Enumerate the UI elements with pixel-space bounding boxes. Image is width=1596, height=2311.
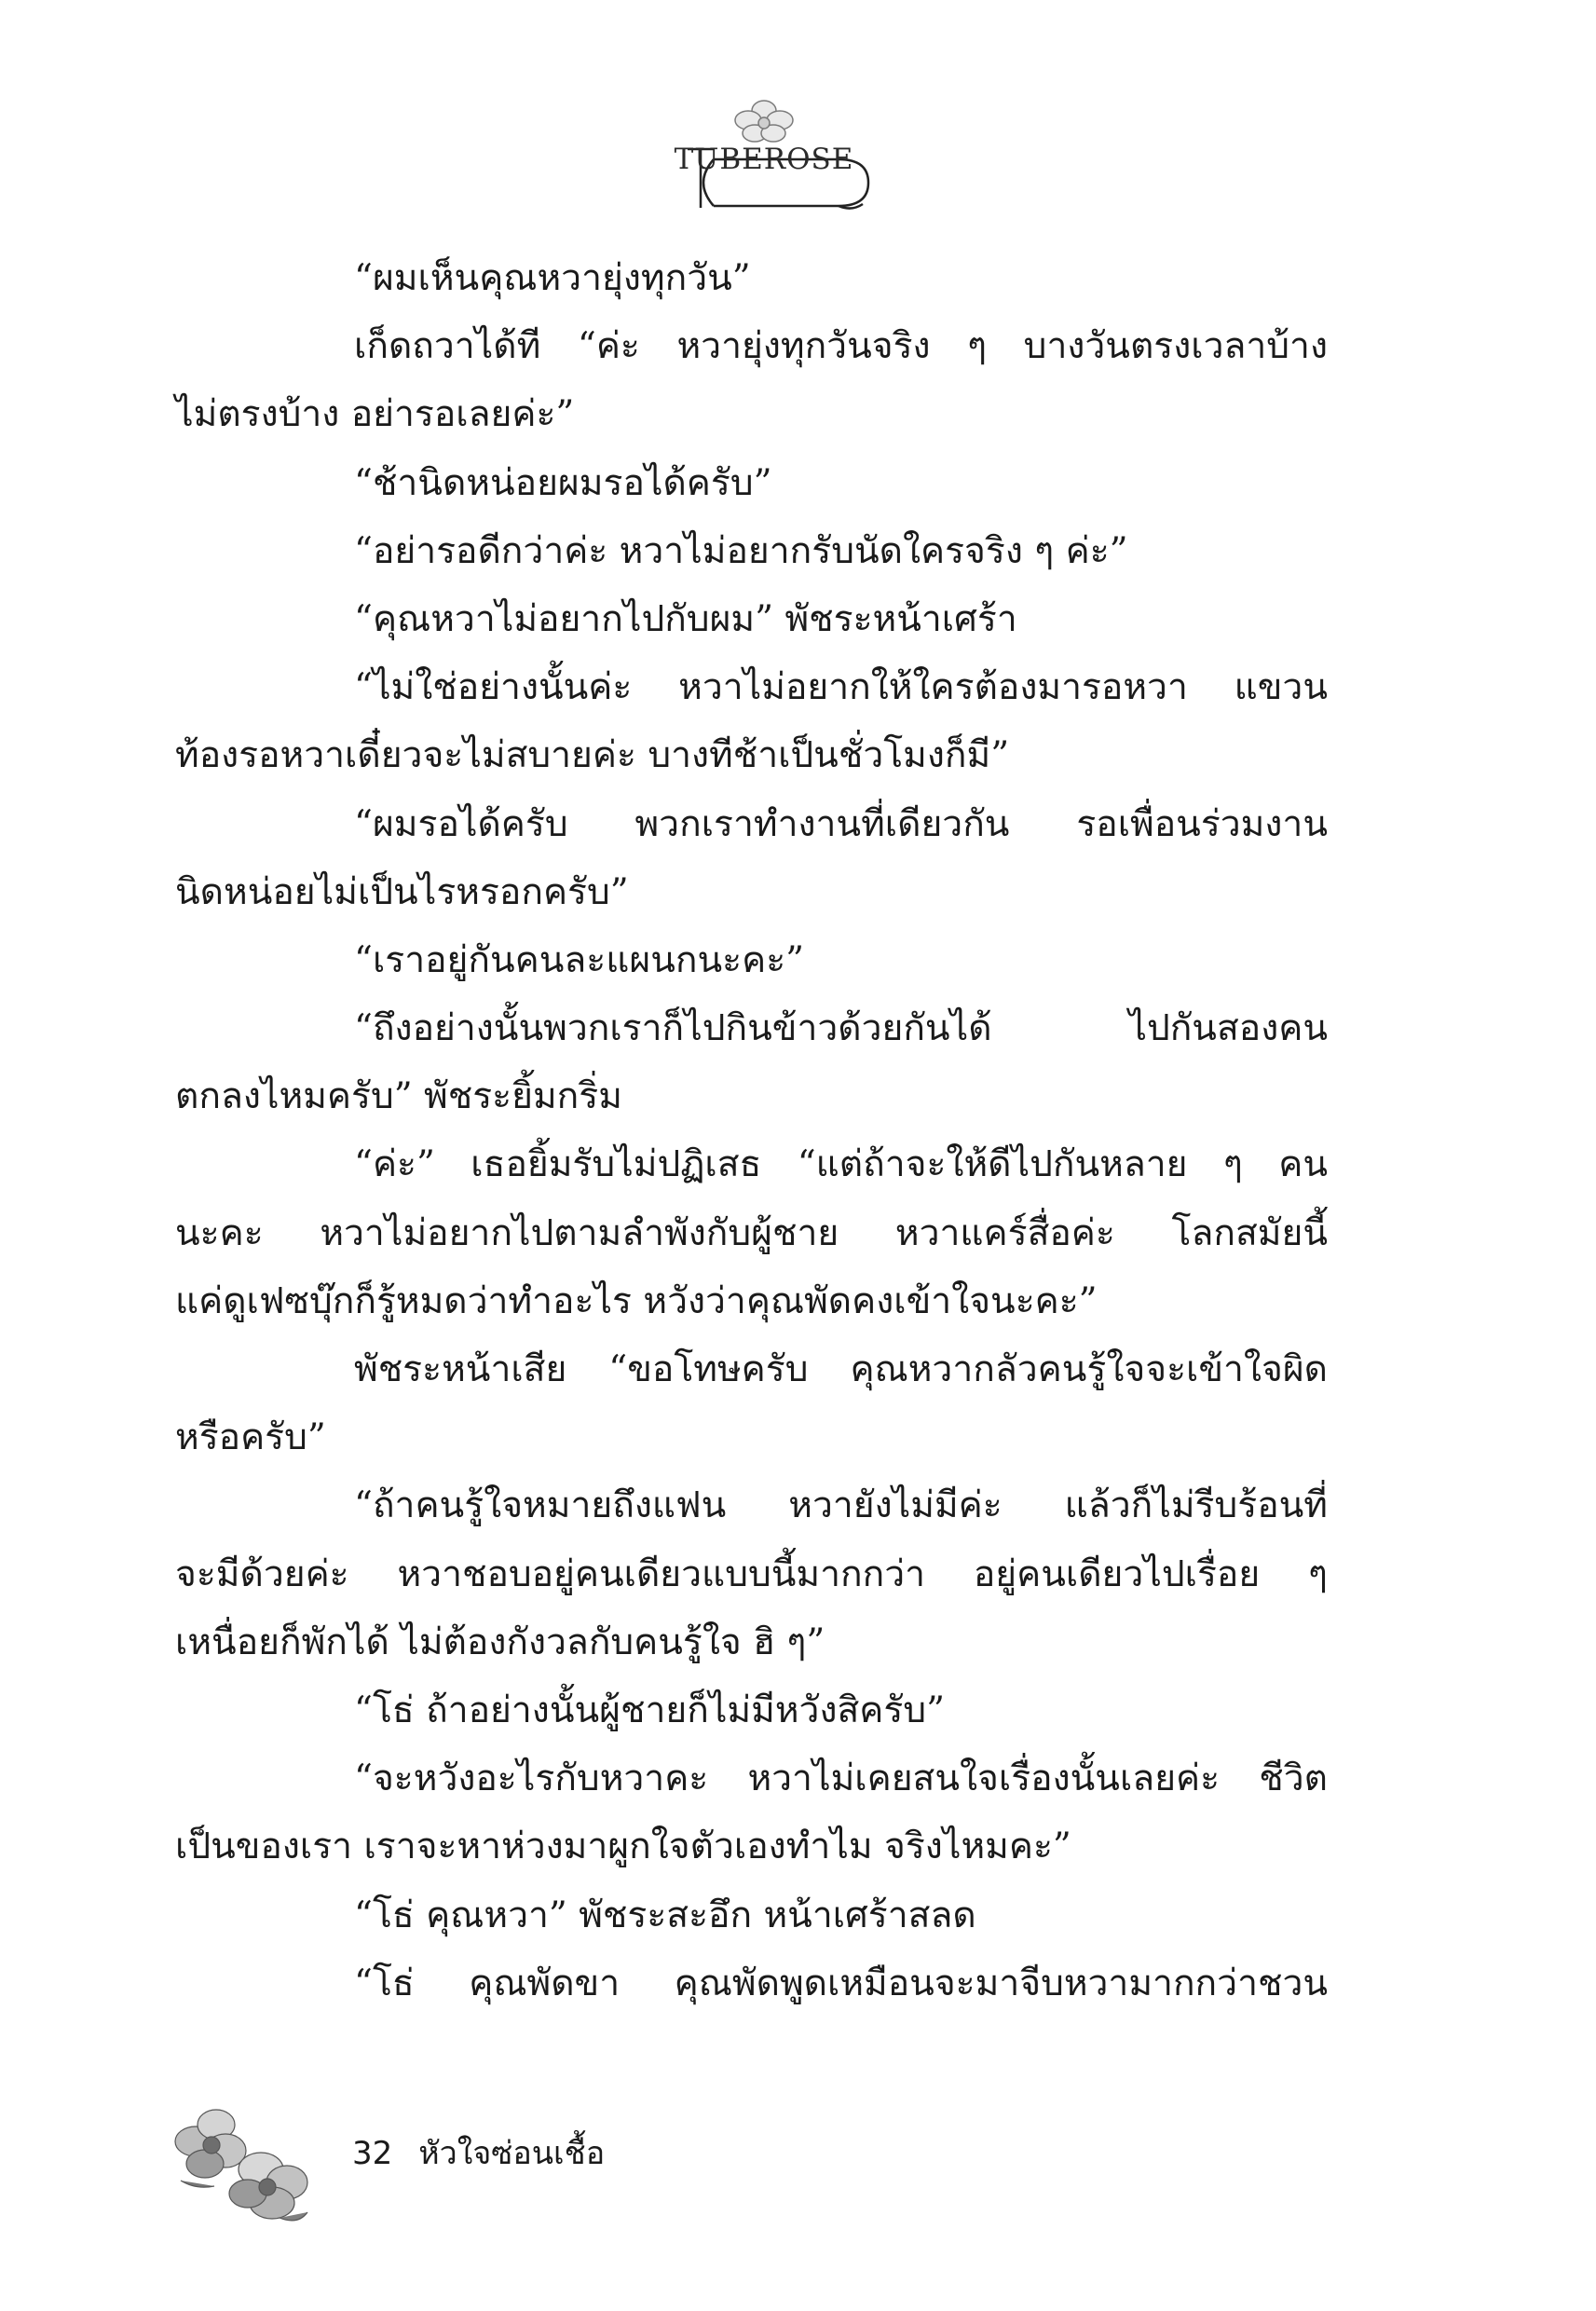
flower-decoration <box>168 2097 321 2236</box>
text-line: “จะหวังอะไรกับหวาคะ หวาไม่เคยสนใจเรื่องนั้นเลยค่ะ ชีวิต <box>354 1757 1328 1800</box>
tuberose-logo <box>652 98 876 219</box>
text-line: พัชระหน้าเสีย “ขอโทษครับ คุณหวากลัวคนรู้ใจจะเข้าใจผิด <box>354 1348 1328 1390</box>
text-line: “โธ่ คุณหวา” พัชระสะอึก หน้าเศร้าสลด <box>354 1894 976 1936</box>
text-line: ท้องรอหวาเดี๋ยวจะไม่สบายค่ะ บางทีช้าเป็นชั่วโมงก็มี” <box>175 734 1010 777</box>
text-line: จะมีด้วยค่ะ หวาชอบอยู่คนเดียวแบบนี้มากกว่า อยู่คนเดียวไปเรื่อย ๆ <box>175 1552 1328 1595</box>
text-line: “ถึงอย่างนั้นพวกเราก็ไปกินข้าวด้วยกันได้ ไปกันสองคน <box>354 1007 1328 1050</box>
page-number: 32 <box>352 2135 393 2172</box>
text-line: “โธ่ คุณพัดขา คุณพัดพูดเหมือนจะมาจีบหวามากกว่าชวน <box>354 1962 1328 2004</box>
text-line: “ไม่ใช่อย่างนั้นค่ะ หวาไม่อยากให้ใครต้องมารอหวา แขวน <box>354 666 1328 709</box>
text-line: “เราอยู่กันคนละแผนกนะคะ” <box>354 938 805 981</box>
page-text <box>175 244 1328 2017</box>
text-line: “ผมเห็นคุณหวายุ่งทุกวัน” <box>354 257 751 299</box>
text-line: หรือครับ” <box>175 1416 326 1459</box>
text-line: “ถ้าคนรู้ใจหมายถึงแฟน หวายังไม่มีค่ะ แล้วก็ไม่รีบร้อนที่ <box>354 1484 1328 1527</box>
text-line: นิดหน่อยไม่เป็นไรหรอกครับ” <box>175 870 629 913</box>
text-line: ไม่ตรงบ้าง อย่ารอเลยค่ะ” <box>175 393 575 436</box>
text-line: แค่ดูเฟซบุ๊กก็รู้หมดว่าทำอะไร หวังว่าคุณพัดคงเข้าใจนะคะ” <box>175 1279 1098 1322</box>
text-line: เป็นของเรา เราจะหาห่วงมาผูกใจตัวเองทำไม จริงไหมคะ” <box>175 1826 1071 1868</box>
text-line: นะคะ หวาไม่อยากไปตามลำพังกับผู้ชาย หวาแคร์สื่อค่ะ โลกสมัยนี้ <box>175 1211 1328 1254</box>
text-line: ตกลงไหมครับ” พัชระยิ้มกริ่ม <box>175 1075 622 1118</box>
text-line: “คุณหวาไม่อยากไปกับผม” พัชระหน้าเศร้า <box>354 597 1017 640</box>
logo-text: TUBEROSE <box>674 143 854 176</box>
gardenia-flowers-icon <box>168 2097 321 2236</box>
page-footer <box>352 2127 605 2178</box>
text-line: “โธ่ ถ้าอย่างนั้นผู้ชายก็ไม่มีหวังสิครับ” <box>354 1689 946 1731</box>
text-line: เก็ดถวาได้ที “ค่ะ หวายุ่งทุกวันจริง ๆ บางวันตรงเวลาบ้าง <box>354 325 1328 368</box>
text-line: “อย่ารอดีกว่าค่ะ หวาไม่อยากรับนัดใครจริง ๆ ค่ะ” <box>354 529 1128 572</box>
text-line: “ช้านิดหน่อยผมรอได้ครับ” <box>354 461 772 504</box>
text-line: เหนื่อยก็พักได้ ไม่ต้องกังวลกับคนรู้ใจ ฮิ ๆ” <box>175 1620 825 1663</box>
text-line: “ผมรอได้ครับ พวกเราทำงานที่เดียวกัน รอเพื่อนร่วมงาน <box>354 802 1328 845</box>
book-title: หัวใจซ่อนเชื้อ <box>418 2135 606 2172</box>
text-line: “ค่ะ” เธอยิ้มรับไม่ปฏิเสธ “แต่ถ้าจะให้ดีไปกันหลาย ๆ คน <box>354 1143 1328 1186</box>
